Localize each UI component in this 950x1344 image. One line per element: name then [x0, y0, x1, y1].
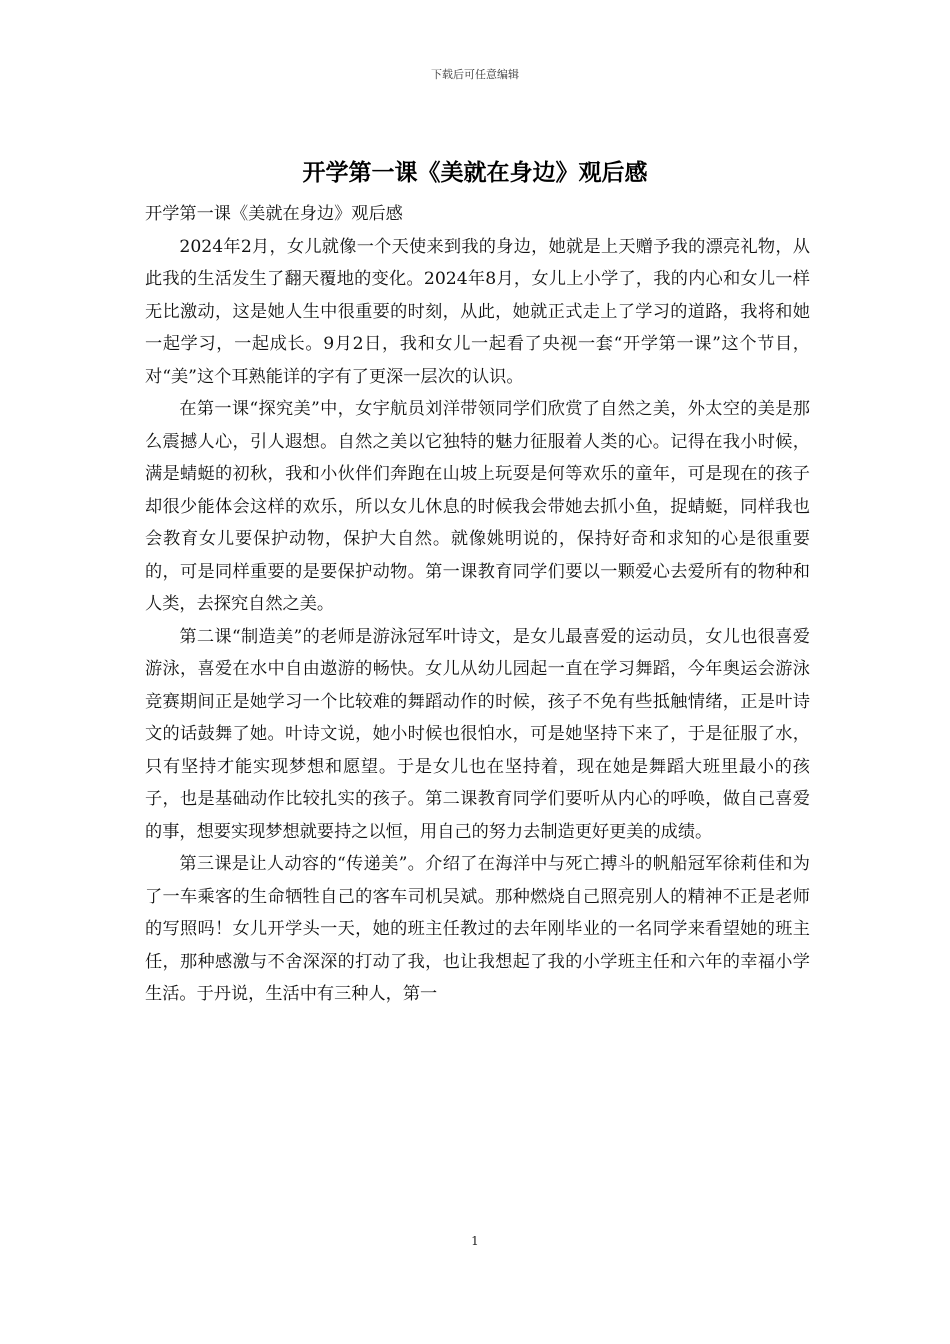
subtitle-line: 开学第一课《美就在身边》观后感 [145, 204, 403, 224]
paragraph: 第二课“制造美”的老师是游泳冠军叶诗文，是女儿最喜爱的运动员，女儿也很喜爱游泳，喜爱在水中自由遨游的畅快。女儿从幼儿园起一直在学习舞蹈，今年奥运会游泳竞赛期间正是她学习一个比较难的舞蹈动作的时候，孩子不免有些抵触情绪，正是叶诗文的话鼓舞了她。叶诗文说，她小时候也很怕水，可是她坚持下来了，于是征服了水，只有坚持才能实现梦想和愿望。于是女儿也在坚持着，现在她是舞蹈大班里最小的孩子，也是基础动作比较扎实的孩子。第二课教育同学们要听从内心的呼唤，做自己喜爱的事，想要实现梦想就要持之以恒，用自己的努力去制造更好更美的成绩。 [145, 626, 810, 842]
document-body [145, 198, 810, 1011]
document-title: 开学第一课《美就在身边》观后感 [302, 160, 648, 186]
paragraph: 第三课是让人动容的“传递美”。介绍了在海洋中与死亡搏斗的帆船冠军徐莉佳和为了一车乘客的生命牺牲自己的客车司机吴斌。那种燃烧自己照亮别人的精神不正是老师的写照吗！女儿开学头一天，她的班主任教过的去年刚毕业的一名同学来看望她的班主任，那种感激与不舍深深的打动了我，也让我想起了我的小学班主任和六年的幸福小学生活。于丹说，生活中有三种人，第一 [145, 854, 810, 1004]
header-note: 下载后可任意编辑 [431, 68, 519, 81]
page-number: 1 [471, 1234, 479, 1248]
paragraph: 2024年2月，女儿就像一个天使来到我的身边，她就是上天赠予我的漂亮礼物，从此我的生活发生了翻天覆地的变化。2024年8月，女儿上小学了，我的内心和女儿一样无比激动，这是她人生中很重要的时刻，从此，她就正式走上了学习的道路，我将和她一起学习，一起成长。9月2日，我和女儿一起看了央视一套“开学第一课”这个节目，对“美”这个耳熟能详的字有了更深一层次的认识。 [145, 236, 810, 387]
paragraph: 在第一课“探究美”中，女宇航员刘洋带领同学们欣赏了自然之美，外太空的美是那么震撼人心，引人遐想。自然之美以它独特的魅力征服着人类的心。记得在我小时候，满是蜻蜓的初秋，我和小伙伴们奔跑在山坡上玩耍是何等欢乐的童年，可是现在的孩子却很少能体会这样的欢乐，所以女儿休息的时候我会带她去抓小鱼，捉蜻蜓，同样我也会教育女儿要保护动物，保护大自然。就像姚明说的，保持好奇和求知的心是很重要的，可是同样重要的是要保护动物。第一课教育同学们要以一颗爱心去爱所有的物种和人类，去探究自然之美。 [145, 399, 810, 614]
